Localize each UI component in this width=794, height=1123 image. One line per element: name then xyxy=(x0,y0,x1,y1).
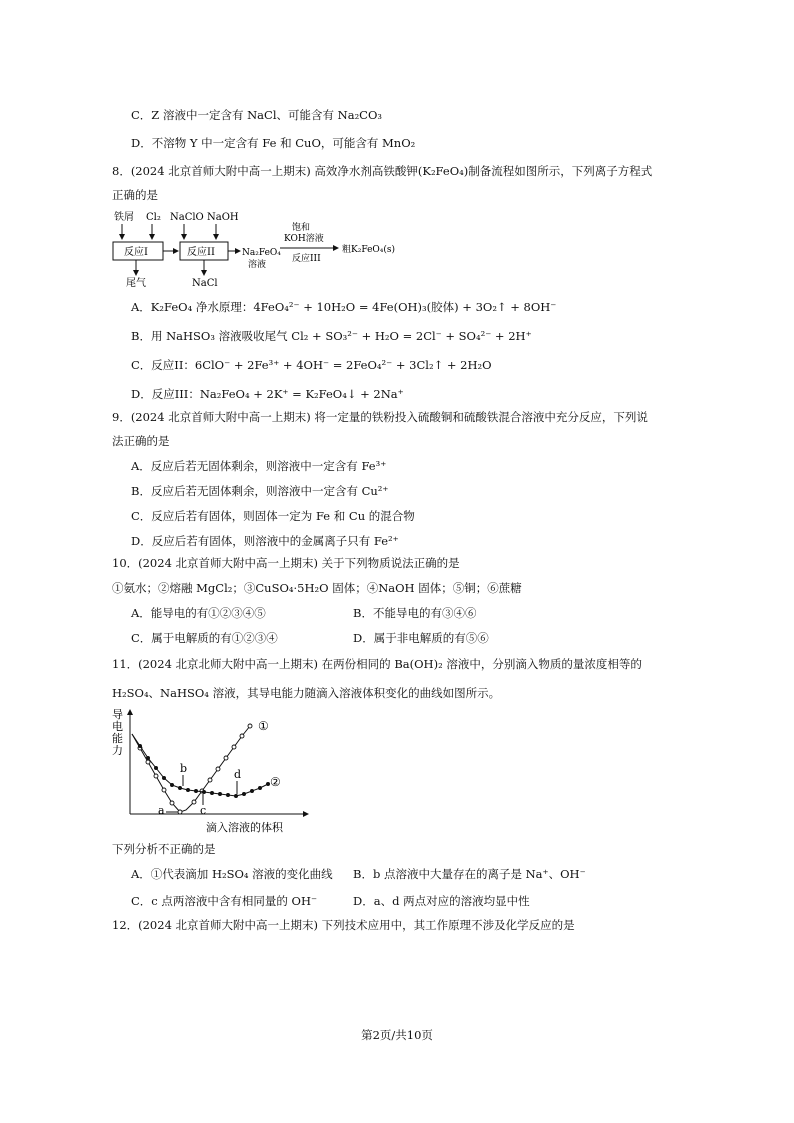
flow-r3: 反应III xyxy=(292,254,321,264)
point-a-label: a xyxy=(158,804,165,817)
curve-1-label: ① xyxy=(258,719,269,733)
q10-option-b: B．不能导电的有③④⑥ xyxy=(353,606,477,620)
q9-option-d: D．反应后若有固体，则溶液中的金属离子只有 Fe²⁺ xyxy=(131,534,399,548)
q11-option-b: B．b 点溶液中大量存在的离子是 Na⁺、OH⁻ xyxy=(353,867,586,881)
q8-option-b: B．用 NaHSO₃ 溶液吸收尾气 Cl₂ + SO₃²⁻ + H₂O = 2Cl⁻ + SO₄²⁻ + 2H⁺ xyxy=(131,329,532,343)
flow-iron: 铁屑 xyxy=(114,212,134,223)
q12-stem: 12．(2024 北京首师大附中高一上期末) 下列技术应用中，其工作原理不涉及化学反应的是 xyxy=(112,918,575,932)
flow-cl2: Cl₂ xyxy=(146,212,161,223)
ylabel-3: 能 xyxy=(112,732,123,745)
q9-option-a: A．反应后若无固体剩余，则溶液中一定含有 Fe³⁺ xyxy=(131,459,387,473)
ylabel-4: 力 xyxy=(112,744,123,757)
flow-naclo: NaClO xyxy=(170,212,204,223)
flow-tail-gas: 尾气 xyxy=(126,278,146,288)
flow-r2: 反应II xyxy=(187,247,215,258)
q11-stem-cont: H₂SO₄、NaHSO₄ 溶液，其导电能力随滴入溶液体积变化的曲线如图所示。 xyxy=(112,686,501,700)
flow-saturated: 饱和 xyxy=(292,223,311,233)
q8-option-a: A．K₂FeO₄ 净水原理：4FeO₄²⁻ + 10H₂O = 4Fe(OH)₃(胶体) + 3O₂↑ + 8OH⁻ xyxy=(131,300,557,314)
flow-nacl: NaCl xyxy=(192,278,218,288)
flow-r1: 反应I xyxy=(124,247,148,258)
q7-option-c: C．Z 溶液中一定含有 NaCl、可能含有 Na₂CO₃ xyxy=(131,108,383,122)
conductivity-graph xyxy=(110,706,310,836)
q7-option-d: D．不溶物 Y 中一定含有 Fe 和 CuO，可能含有 MnO₂ xyxy=(131,136,416,150)
q9-option-c: C．反应后若有固体，则固体一定为 Fe 和 Cu 的混合物 xyxy=(131,509,415,523)
q9-stem-cont: 法正确的是 xyxy=(112,434,170,448)
q11-option-c: C．c 点两溶液中含有相同量的 OH⁻ xyxy=(131,894,318,908)
flow-solution: 溶液 xyxy=(248,260,267,270)
q11-option-a: A．①代表滴加 H₂SO₄ 溶液的变化曲线 xyxy=(131,867,333,881)
point-d-label: d xyxy=(234,768,242,781)
q8-option-d: D．反应III：Na₂FeO₄ + 2K⁺ = K₂FeO₄↓ + 2Na⁺ xyxy=(131,387,404,401)
q8-option-c: C．反应II：6ClO⁻ + 2Fe³⁺ + 4OH⁻ = 2FeO₄²⁻ + 3Cl₂↑ + 2H₂O xyxy=(131,358,492,372)
curve-2-line xyxy=(132,734,268,796)
q10-stem: 10．(2024 北京首师大附中高一上期末) 关于下列物质说法正确的是 xyxy=(112,556,460,570)
q8-stem: 8．(2024 北京首师大附中高一上期末) 高效净水剂高铁酸钾(K₂FeO₄)制备流程如图所示，下列离子方程式 xyxy=(112,164,653,178)
q10-option-a: A．能导电的有①②③④⑤ xyxy=(131,606,266,620)
flow-na2feo4: Na₂FeO₄ xyxy=(242,248,281,258)
q10-list: ①氨水；②熔融 MgCl₂；③CuSO₄·5H₂O 固体；④NaOH 固体；⑤铜；⑥蔗糖 xyxy=(112,581,522,595)
q8-stem-cont: 正确的是 xyxy=(112,188,158,202)
point-b-label: b xyxy=(180,762,188,775)
ylabel-1: 导 xyxy=(112,708,123,721)
q9-option-b: B．反应后若无固体剩余，则溶液中一定含有 Cu²⁺ xyxy=(131,484,389,498)
flow-diagram xyxy=(112,208,412,288)
point-c-label: c xyxy=(200,804,207,817)
q10-option-c: C．属于电解质的有①②③④ xyxy=(131,631,278,645)
flow-koh: KOH溶液 xyxy=(284,234,324,244)
xlabel: 滴入溶液的体积 xyxy=(206,821,283,834)
q11-option-d: D．a、d 两点对应的溶液均显中性 xyxy=(353,894,530,908)
q11-stem: 11．(2024 北京北师大附中高一上期末) 在两份相同的 Ba(OH)₂ 溶液中，分别滴入物质的量浓度相等的 xyxy=(112,657,642,671)
ylabel-2: 电 xyxy=(112,720,123,733)
flow-crude: 粗K₂FeO₄(s) xyxy=(342,245,396,255)
curve-1-line xyxy=(132,726,250,812)
curve-2-label: ② xyxy=(270,775,281,789)
flow-naoh: NaOH xyxy=(207,212,239,223)
q10-option-d: D．属于非电解质的有⑤⑥ xyxy=(353,631,489,645)
q9-stem: 9．(2024 北京首师大附中高一上期末) 将一定量的铁粉投入硫酸铜和硫酸铁混合溶液中充分反应，下列说 xyxy=(112,410,648,424)
page-footer: 第2页/共10页 xyxy=(361,1028,433,1042)
q11-prompt: 下列分析不正确的是 xyxy=(112,842,216,856)
